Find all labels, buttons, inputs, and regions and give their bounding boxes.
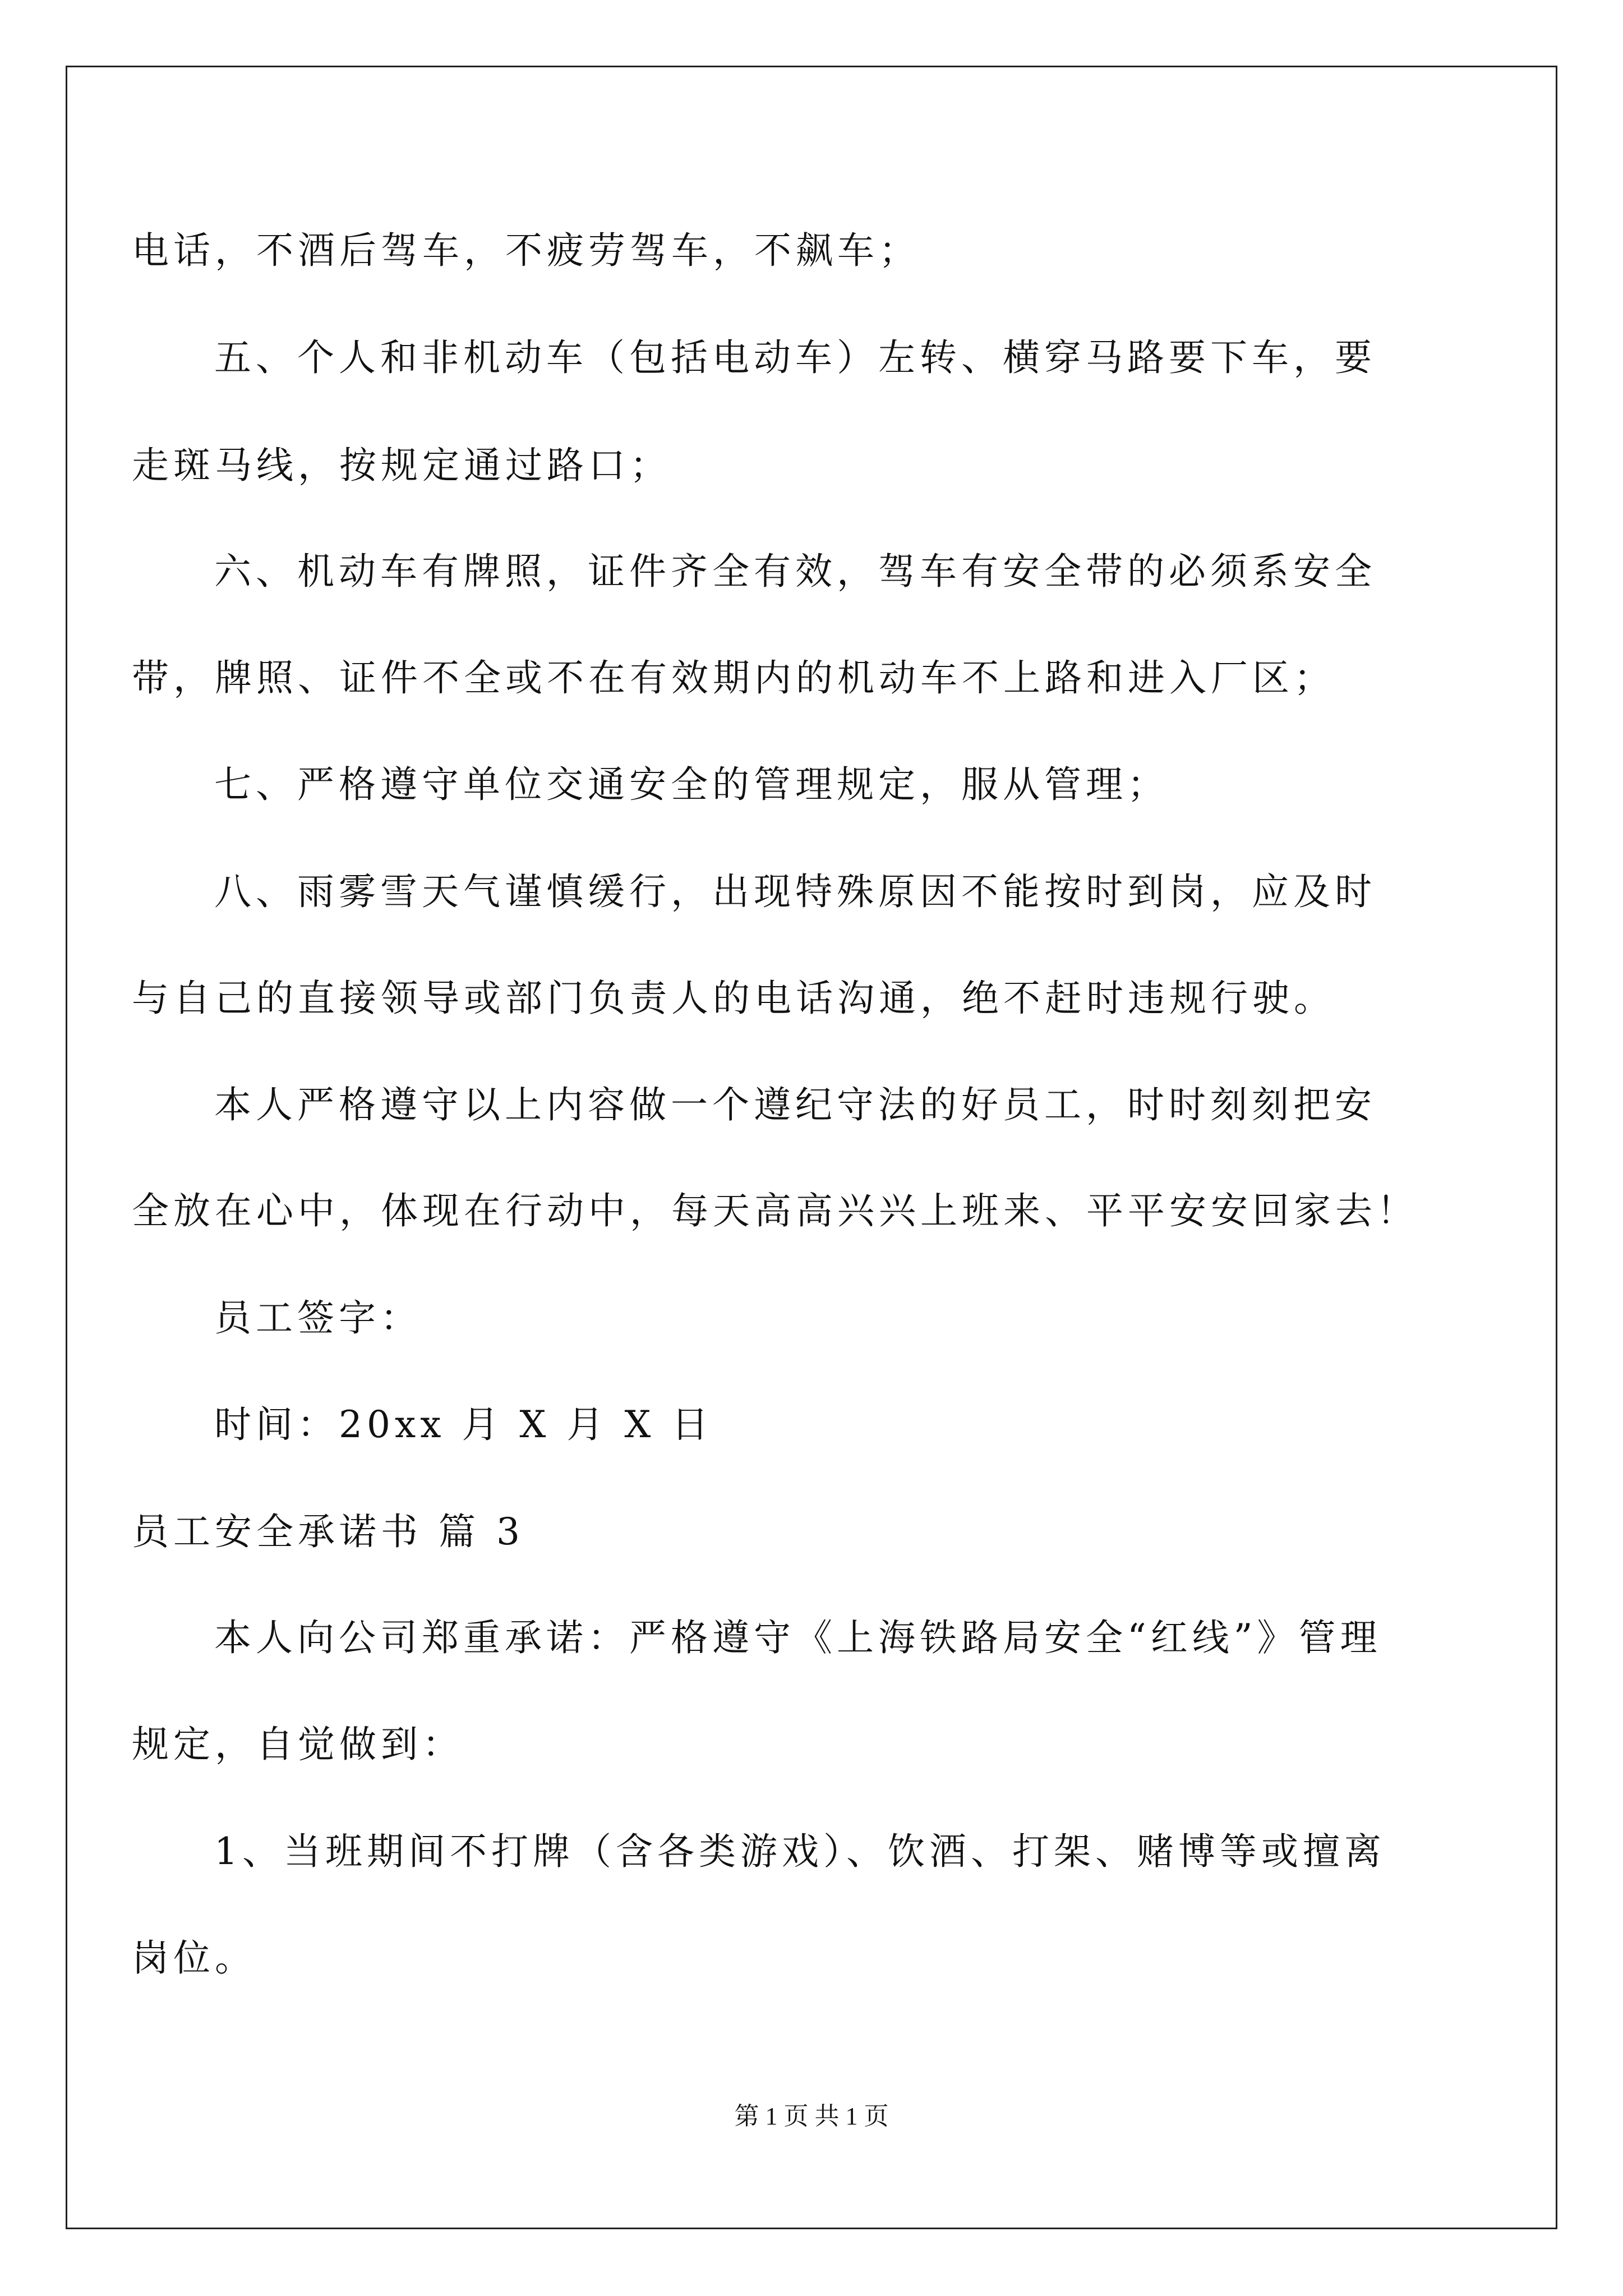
text-line: 带，牌照、证件不全或不在有效期内的机动车不上路和进入厂区；	[132, 656, 1335, 700]
text-line: 电话，不酒后驾车，不疲劳驾车，不飙车；	[132, 229, 920, 272]
page-number: 第 1 页 共 1 页	[734, 2102, 889, 2130]
text-line: 与自己的直接领导或部门负责人的电话沟通，绝不赶时违规行驶。	[132, 977, 1335, 1020]
text-line: 八、雨雾雪天气谨慎缓行，出现特殊原因不能按时到岗，应及时	[214, 870, 1376, 913]
page-border	[66, 66, 1557, 2229]
text-line: 六、机动车有牌照，证件齐全有效，驾车有安全带的必须系安全	[214, 550, 1376, 593]
text-line: 本人向公司郑重承诺：严格遵守《上海铁路局安全“红线”》管理	[214, 1616, 1382, 1659]
text-line: 走斑马线，按规定通过路口；	[132, 444, 671, 487]
text-line: 1、当班期间不打牌（含各类游戏）、饮酒、打架、赌博等或擅离	[214, 1830, 1386, 1873]
text-line: 岗位。	[132, 1936, 256, 1980]
text-line: 员工签字：	[214, 1296, 422, 1340]
text-line: 全放在心中，体现在行动中，每天高高兴兴上班来、平平安安回家去！	[132, 1189, 1418, 1232]
text-line: 五、个人和非机动车（包括电动车）左转、横穿马路要下车，要	[214, 336, 1376, 379]
section-heading: 员工安全承诺书 篇 3	[132, 1510, 524, 1553]
text-line: 时间：20xx 月 X 月 X 日	[214, 1403, 713, 1446]
text-line: 七、严格遵守单位交通安全的管理规定，服从管理；	[214, 763, 1169, 806]
text-line: 本人严格遵守以上内容做一个遵纪守法的好员工，时时刻刻把安	[214, 1083, 1376, 1126]
text-line: 规定，自觉做到：	[132, 1723, 464, 1766]
